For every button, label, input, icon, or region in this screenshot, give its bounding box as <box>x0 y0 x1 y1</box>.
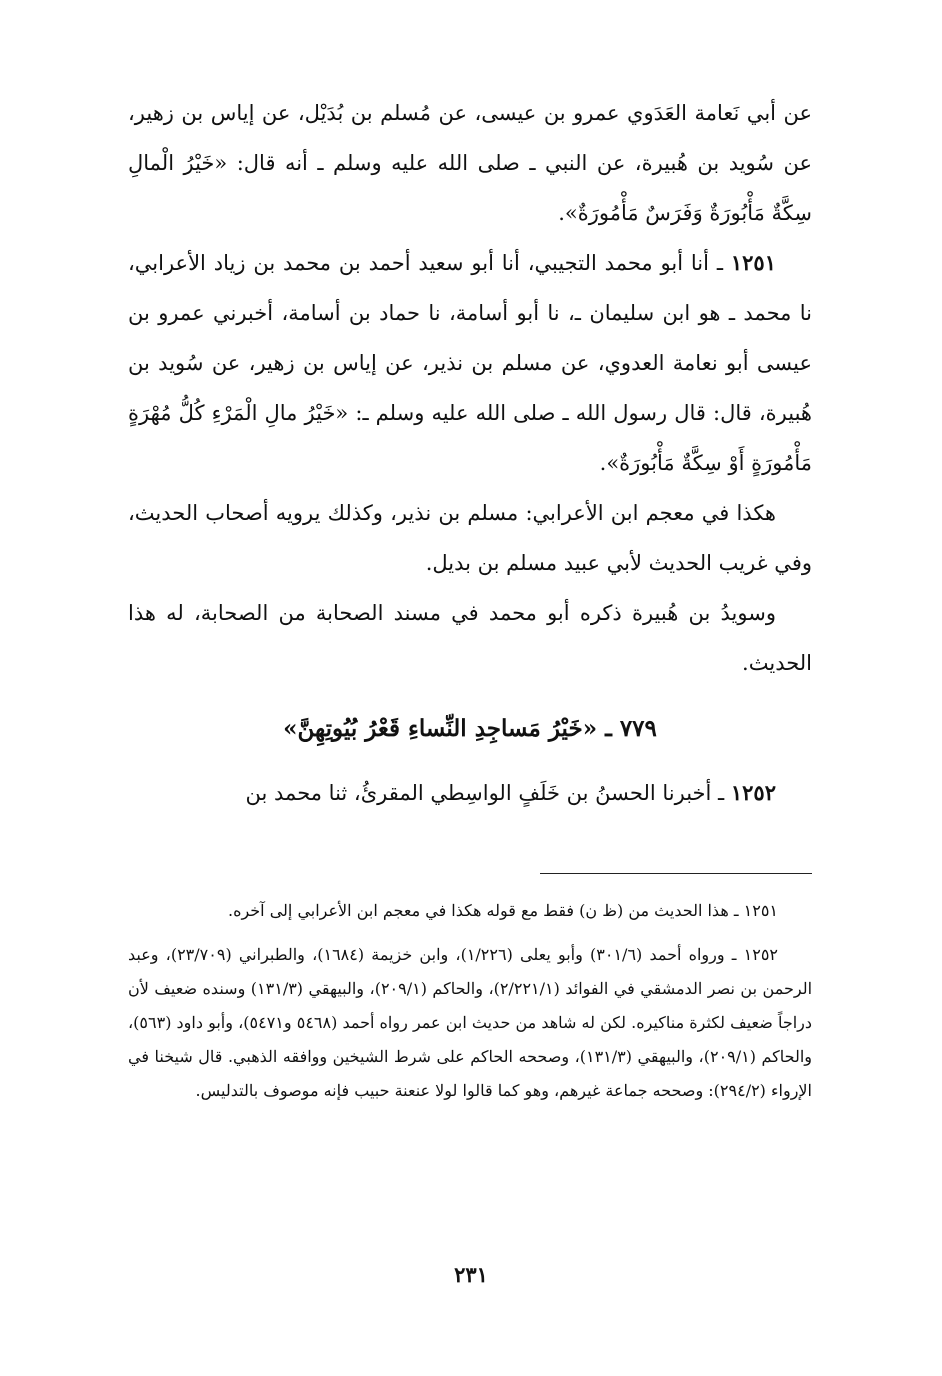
hadith-number-1252: ١٢٥٢ <box>730 780 776 805</box>
section-heading-779: ٧٧٩ ـ «خَيْرُ مَساجِدِ النِّساءِ قَعْرُ بُيُوتِهِنَّ» <box>283 715 657 742</box>
paragraph-hadith-1252 <box>128 768 812 818</box>
hadith-number-1251: ١٢٥١ <box>730 250 776 275</box>
footnote-1251: ١٢٥١ ـ هذا الحديث من (ظ ن) فقط مع قوله هكذا في معجم ابن الأعرابي إلى آخره. <box>227 901 778 920</box>
footnote-1252: ١٢٥٢ ـ ورواه أحمد (٣٠١/٦) وأبو يعلى (١/٢٢٦)، وابن خزيمة (١٦٨٤)، والطبراني (٢٣/٧٠٩)، وعبد الرحمن بن نصر الدمشقي في الفوائد (٢/٢٢١/١)، والحاكم (٢٠٩/١)، والبيهقي (١٣١/٣) وسنده ضعيف لأن دراجاً ضعيف لكثرة مناكيره. لكن له شاهد من حديث ابن عمر رواه أحمد (٥٤٦٨ و٥٤٧١)، وأبو داود (٥٦٣)، والحاكم (٢٠٩/١)، والبيهقي (١٣١/٣)، وصححه الحاكم على شرط الشيخين ووافقه الذهبي. قال شيخنا في الإرواء (٢٩٤/٢): وصححه جماعة غيرهم، وهو كما قالوا لولا عنعنة حبيب فإنه موصوف بالتدليس. <box>128 945 813 1100</box>
footnote-separator <box>540 873 812 874</box>
paragraph-hadith-1251 <box>128 238 812 488</box>
main-text <box>128 88 812 818</box>
page-number: ٢٣١ <box>454 1262 488 1287</box>
paragraph-commentary-suwayd: وسويدُ بن هُبيرة ذكره أبو محمد في مسند الصحابة من الصحابة، له هذا الحديث. <box>128 601 812 675</box>
footnotes <box>128 894 812 1118</box>
hadith-1252-text: ـ أخبرنا الحسنُ بن خَلَفٍ الواسِطي المقرئُ، ثنا محمد بن <box>245 781 725 805</box>
paragraph-hadith-chain-end: عن أبي نَعامة العَدَوي عمرو بن عيسى، عن مُسلم بن بُدَيْل، عن إياس بن زهير، عن سُويد بن هُبيرة، عن النبي ـ صلى الله عليه وسلم ـ أنه قال: «خَيْرُ الْمالِ سِكَّةٌ مَأْبُورَةٌ وَفَرَسٌ مَأْمُورَةٌ». <box>128 101 812 225</box>
hadith-1251-text: ـ أنا أبو محمد التجيبي، أنا أبو سعيد أحمد بن محمد بن زياد الأعرابي، نا محمد ـ هو ابن سليمان ـ، نا أبو أسامة، نا حماد بن أسامة، أخبرني عمرو بن عيسى أبو نعامة العدوي، عن مسلم بن نذير، عن إياس بن زهير، عن سُويد بن هُبيرة، قال: قال رسول الله ـ صلى الله عليه وسلم ـ: «خَيْرُ مالِ الْمَرْءِ كُلُّ مُهْرَةٍ مَأْمُورَةٍ أَوْ سِكَّةٌ مَأْبُورَةٌ». <box>128 251 812 475</box>
paragraph-commentary-narrator: هكذا في معجم ابن الأعرابي: مسلم بن نذير، وكذلك يرويه أصحاب الحديث، وفي غريب الحديث لأبي عبيد مسلم بن بديل. <box>128 501 812 575</box>
